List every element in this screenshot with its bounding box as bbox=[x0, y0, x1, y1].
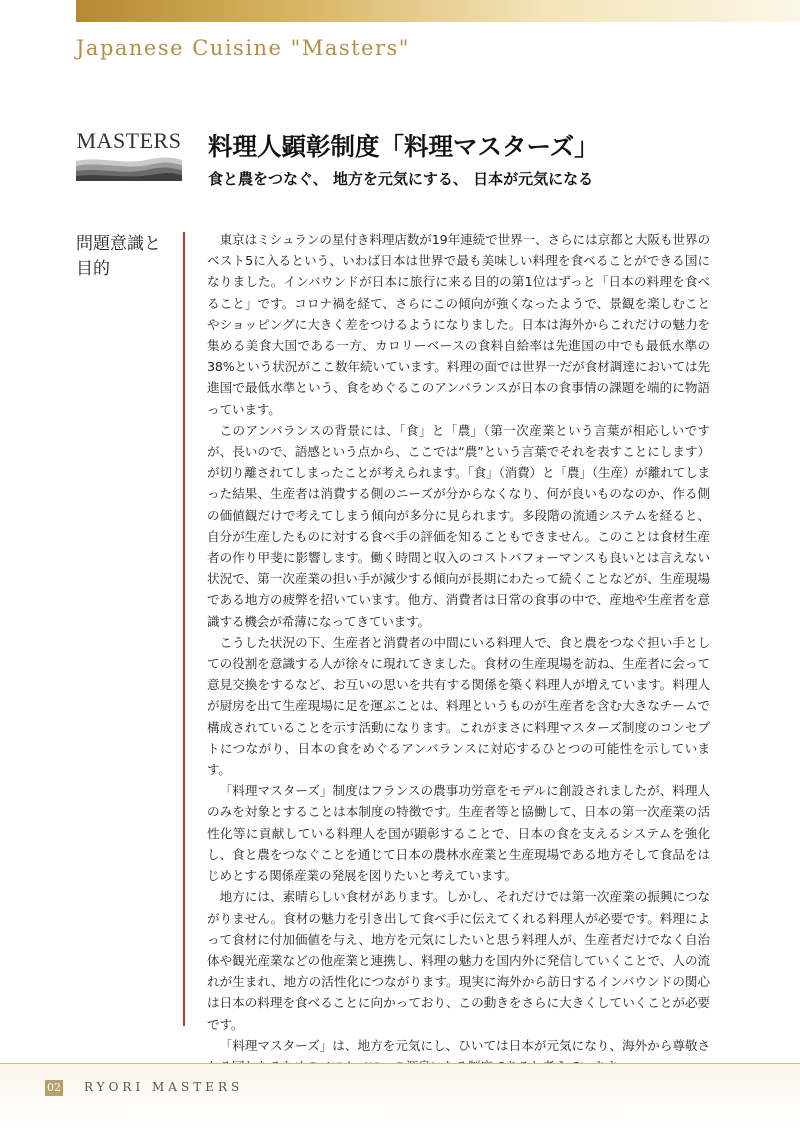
paragraph: 「料理マスターズ」制度はフランスの農事功労章をモデルに創設されましたが、料理人のみを対象とすることは本制度の特徴です。生産者等と協働して、日本の第一次産業の活性化等に貢献している料理人を国が顕彰することで、日本の食を支えるシステムを強化し、食と農をつなぐことを通じて日本の農林水産業と生産現場である地方そして食品をはじめとする関係産業の発展を図りたいと考えています。 bbox=[207, 783, 710, 884]
header-accent-bar bbox=[76, 0, 800, 22]
footer-band bbox=[0, 1064, 800, 1132]
section-label: 問題意識と目的 bbox=[76, 234, 161, 279]
masters-logo bbox=[76, 130, 182, 182]
article-body bbox=[207, 229, 710, 1077]
section-divider bbox=[183, 232, 185, 1026]
wave-icon bbox=[76, 155, 182, 181]
header-title: Japanese Cuisine "Masters" bbox=[76, 36, 410, 60]
article-subtitle: 食と農をつなぐ、 地方を元気にする、 日本が元気になる bbox=[208, 170, 594, 188]
article-title: 料理人顕彰制度「料理マスターズ」 bbox=[208, 132, 599, 161]
paragraph: 地方には、素晴らしい食材があります。しかし、それだけでは第一次産業の振興につながりません。食材の魅力を引き出して食べ手に伝えてくれる料理人が必要です。料理によって食材に付加価値を与え、地方を元気にしたいと思う料理人が、生産者だけでなく自治体や観光産業などの他産業と連携し、料理の魅力を国内外に発信していくことで、人の流れが生まれ、地方の活性化につながります。現実に海外から訪日するインバウンドの関心は日本の料理を食べることに向かっており、この動きをさらに大きくしていくことが必要です。 bbox=[207, 889, 710, 1032]
logo-text: MASTERS bbox=[76, 128, 182, 153]
page-number: 02 bbox=[47, 1081, 61, 1094]
paragraph: こうした状況の下、生産者と消費者の中間にいる料理人で、食と農をつなぐ担い手としての役割を意識する人が徐々に現れてきました。食材の生産現場を訪ね、生産者に会って意見交換をするなど、お互いの思いを共有する関係を築く料理人が増えています。料理人が厨房を出て生産現場に足を運ぶことは、料理というものが生産者を含む大きなチームで構成されていることを示す活動になります。これがまさに料理マスターズ制度のコンセプトにつながり、日本の食をめぐるアンバランスに対応するひとつの可能性を示しています。 bbox=[207, 634, 710, 778]
footer-title: RYORI MASTERS bbox=[84, 1080, 244, 1094]
paragraph: このアンバランスの背景には、「食」と「農」（第一次産業という言葉が相応しいですが、長いので、語感という点から、ここでは“農”という言葉でそれを表すことにします）が切り離されてしまったことが考えられます。「食」（消費）と「農」（生産）が離れてしまった結果、生産者は消費する側のニーズが分からなくなり、何が良いものなのか、作る側の価値観だけで考えてしまう傾向が多分に見られます。多段階の流通システムを経ると、自分が生産したものに対する食べ手の評価を知ることもできません。このことは食材生産者の作り甲斐に影響します。働く時間と収入のコストパフォーマンスも良いとは言えない状況で、第一次産業の担い手が減少する傾向が長期にわたって続くことなどが、生産現場である地方の疲弊を招いています。他方、消費者は日常の食事の中で、産地や生産者を意識する機会が希薄になってきています。 bbox=[207, 422, 710, 629]
paragraph: 「料理マスターズ」は、地方を元気にし、ひいては日本が元気になり、海外から尊敬さ bbox=[219, 1037, 710, 1053]
paragraph: 東京はミシュランの星付き料理店数が19年連続で世界一、さらには京都と大阪も世界のベスト5に入るという、いわば日本は世界で最も美味しい料理を食べることができる国になりました。インバウンドが日本に旅行に来る目的の第1位はずっと「日本の料理を食べること」です。コロナ禍を経て、さらにこの傾向が強くなったようで、景観を楽しむことやショッピングに大きく差をつけるようになりました。日本は海外からこれだけの魅力を集める美食大国である一方、カロリーベースの食料自給率は先進国の中でも最低水準の38%という状況がここ数年続いています。料理の面では世界一だが食材調達においては先進国で最低水準という、食をめぐるこのアンバランスが日本の食事情の課題を端的に物語っています。 bbox=[207, 232, 710, 417]
